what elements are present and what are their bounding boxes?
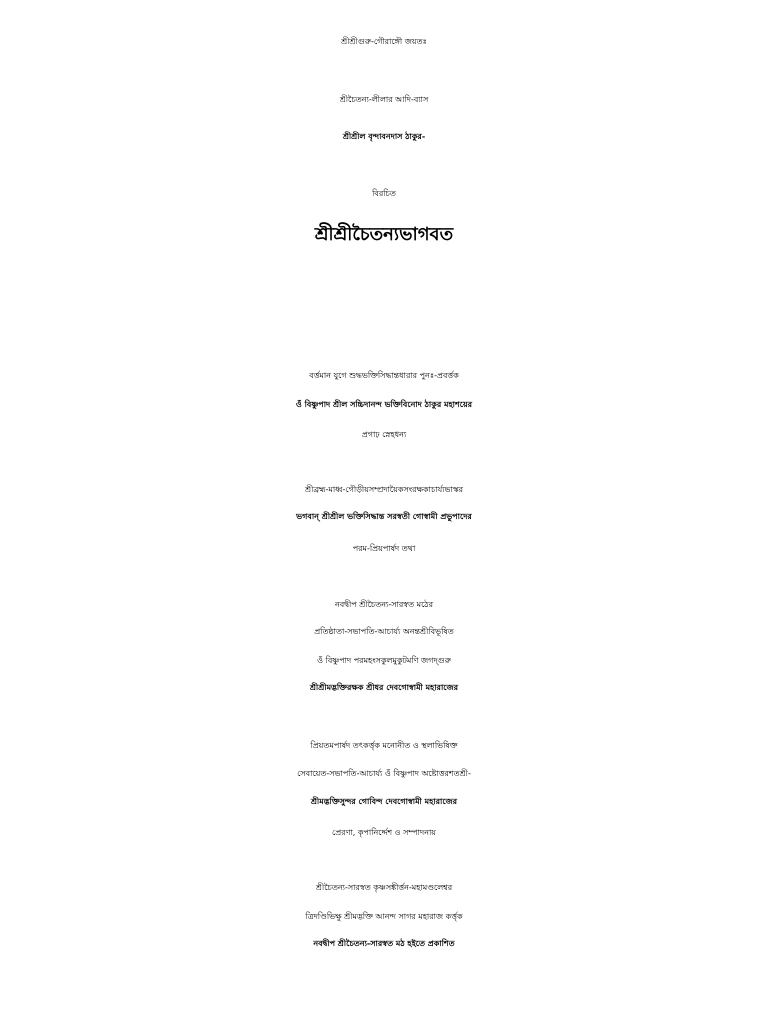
composed-line: বিরচিত xyxy=(372,189,396,198)
section1-line2: ওঁ বিষ্ণুপাদ শ্রীল সচ্চিদানন্দ ভক্তিবিনোদ ঠাকুর মহাশয়ের xyxy=(295,400,473,409)
section4-line2: সেবায়েত-সভাপতি-আচার্য্য ওঁ বিষ্ণুপাদ অষ্টোত্তরশতশ্রী- xyxy=(297,769,471,778)
section5-line2: ত্রিদণ্ডিভিক্ষু শ্রীমদ্ভক্তি আনন্দ সাগর মহারাজ কর্ত্তৃক xyxy=(305,912,463,921)
section3-line4: শ্রীশ্রীমদ্ভক্তিরক্ষক শ্রীধর দেবগোস্বামী মহারাজের xyxy=(309,683,459,692)
section2-line2: ভগবান্ শ্রীশ্রীল ভক্তিসিদ্ধান্ত সরস্বতী গোস্বামী প্রভুপাদের xyxy=(296,512,472,521)
section3-line2: প্রতিষ্ঠাতা-সভাপতি-আচার্য্য অনন্তশ্রীবিভূষিত xyxy=(314,627,454,636)
section1-line3: প্রগাঢ় স্নেহধন্য xyxy=(361,430,407,439)
author-name-line: শ্রীশ্রীল বৃন্দাবনদাস ঠাকুর- xyxy=(342,132,426,141)
section3-line1: নবদ্বীপ শ্রীচৈতন্য-সারস্বত মঠের xyxy=(335,600,433,609)
section1-line1: বর্ত্তমান যুগে শুদ্ধভক্তিসিদ্ধান্তধারার পুনঃ-প্রবর্ত্তক xyxy=(309,371,459,380)
book-title: শ্রীশ্রীচৈতন্যভাগবত xyxy=(314,224,454,245)
section5-line3: নবদ্বীপ শ্রীচৈতন্য-সারস্বত মঠ হইতে প্রকাশিত xyxy=(313,939,455,948)
invocation-line: শ্রীশ্রীগুরু-গৌরাঙ্গৌ জয়তঃ xyxy=(341,37,427,46)
section3-line3: ওঁ বিষ্ণুপাদ পরমহংসকুলমুকুটমণি জগদ্গুরু xyxy=(317,656,451,665)
section2-line3: পরম-প্রিয়পার্ষদ তথা xyxy=(352,544,416,553)
author-intro-line: শ্রীচৈতন্য-লীলার আদি-ব্যাস xyxy=(339,95,429,104)
section4-line3: শ্রীমদ্ভক্তিসুন্দর গোবিন্দ দেবগোস্বামী মহারাজের xyxy=(310,797,458,806)
section2-line1: শ্রীব্রহ্ম-মাধ্ব-গৌড়ীয়সম্প্রদায়ৈকসংরক্ষকাচার্য্যভাস্কর xyxy=(305,485,463,494)
section5-line1: শ্রীচৈতন্য-সারস্বত কৃষ্ণসঙ্কীর্ত্তন-মহামণ্ডলেশ্বর xyxy=(315,883,453,892)
section4-line1: প্রিয়তমপার্ষদ তৎকর্ত্তৃক মনোনীত ও স্থলাভিষিক্ত xyxy=(310,741,458,750)
section4-line4: প্রেরণা, কৃপানির্দ্দেশ ও সম্পাদনায় xyxy=(332,828,436,837)
